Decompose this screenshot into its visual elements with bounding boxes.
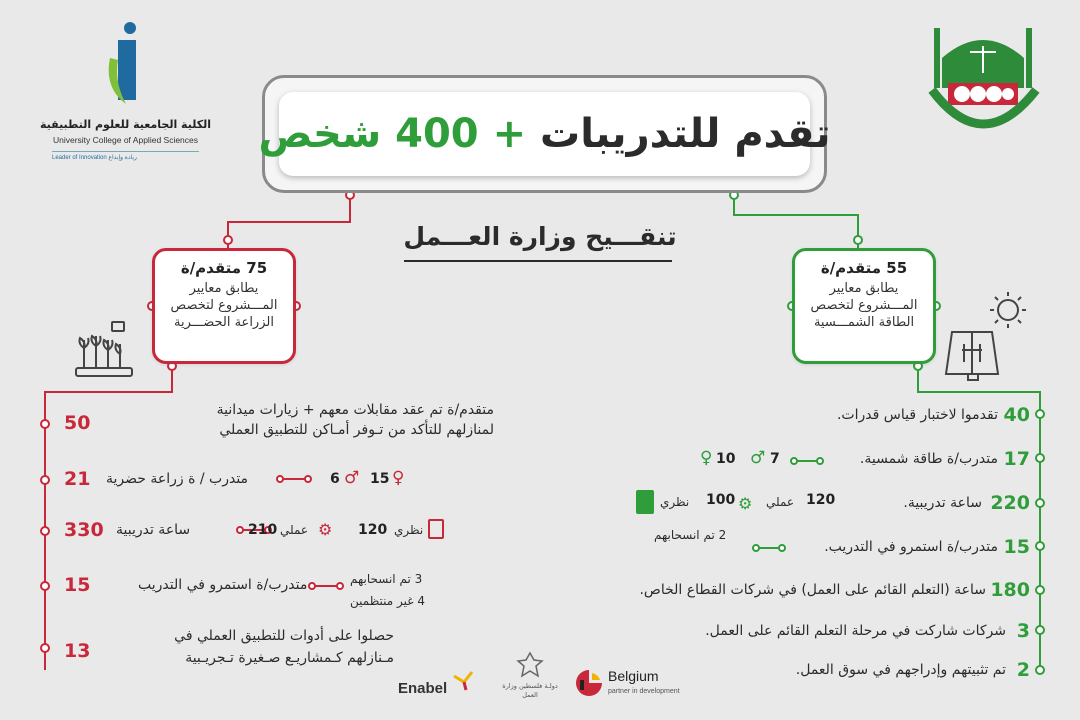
subtitle: تنقـــيح وزارة العـــمل	[403, 222, 677, 251]
left-row-5-num: 13	[64, 640, 91, 662]
right-row-3-practical: 120	[806, 492, 836, 508]
right-row-2	[600, 448, 1030, 472]
ucas-name-en: University College of Applied Sciences	[52, 135, 199, 145]
belgium-logo	[574, 664, 704, 704]
right-row-4-text: متدرب/ة استمرو في التدريب.	[824, 539, 998, 555]
belgium-name: Belgium	[608, 668, 659, 684]
ucas-name-ar: الكلية الجامعية للعلوم التطبيقية	[39, 118, 212, 131]
gcci-logo	[922, 28, 1052, 138]
right-row-1	[600, 404, 1030, 428]
subtitle-underline	[404, 260, 672, 262]
left-row-3	[54, 519, 454, 543]
left-row-1-line1: متقدم/ة تم عقد مقابلات معهم + زيارات ميدانية	[216, 402, 494, 418]
right-row-3	[600, 490, 1030, 518]
left-row-3-theory: 120	[358, 522, 388, 538]
right-row-6-num: 3	[1016, 620, 1030, 642]
right-row-3-theory-label: نظري	[660, 495, 690, 509]
left-row-2-num: 21	[64, 468, 91, 490]
gears-icon: ⚙	[738, 494, 753, 513]
urban-agriculture-box	[152, 248, 296, 364]
title-frame	[258, 75, 831, 193]
right-row-5-num: 180	[990, 579, 1030, 601]
left-row-3-practical-label: عملي	[280, 523, 309, 537]
ucas-logo-mark	[100, 18, 150, 108]
right-row-4-num: 15	[1003, 536, 1030, 558]
left-row-2-text: متدرب / ة زراعة حضرية	[106, 471, 249, 487]
solar-energy-box	[792, 248, 936, 364]
female-icon: ♀	[700, 448, 713, 468]
left-row-3-theory-label: نظري	[394, 523, 424, 537]
left-row-1-line2: لمنازلهم للتأكد من تـوفر أمـاكن للتطبيق العملي	[219, 422, 494, 438]
left-row-5-line2: مـنازلهم كـمشاريـع صـغيرة تـجريـبية	[185, 650, 394, 666]
female-icon: ♀	[392, 468, 405, 488]
right-row-6-text: شركات شاركت في مرحلة التعلم القائم على العمل.	[705, 623, 1006, 639]
ministry-name: دولـة فلسطين وزارة العمل	[502, 682, 558, 699]
belgium-mark	[574, 668, 604, 698]
right-row-1-text: تقدموا لاختبار قياس قدرات.	[836, 407, 998, 423]
right-row-4	[600, 528, 1030, 560]
left-row-3-text: ساعة تدريبية	[116, 522, 191, 538]
right-row-5-text: ساعة (التعلم القائم على العمل) في شركات القطاع الخاص.	[639, 582, 986, 598]
belgium-sub: partner in development	[608, 688, 680, 695]
left-row-2-male: 6	[330, 471, 340, 487]
ministry-logo	[500, 650, 560, 710]
left-row-3-practical: 210	[248, 522, 278, 538]
left-row-4-note1: 3 تم انسحابهم	[350, 572, 423, 586]
right-row-2-female: 10	[716, 451, 736, 467]
right-row-2-text: متدرب/ة طاقة شمسية.	[859, 451, 998, 467]
enabel-name: Enabel	[398, 680, 448, 697]
title-plus: +	[492, 111, 527, 157]
ucas-logo	[38, 18, 213, 161]
right-row-2-num: 17	[1003, 448, 1030, 470]
enabel-mark	[452, 670, 474, 692]
right-row-7-num: 2	[1016, 659, 1030, 681]
urban-agriculture-head: 75 متقدم/ة	[180, 259, 268, 277]
left-row-1-num: 50	[64, 412, 91, 434]
title-part1: تقدم للتدريبات	[540, 111, 831, 157]
title-card	[258, 92, 831, 176]
solar-energy-head: 55 متقدم/ة	[820, 259, 908, 277]
left-row-3-num: 330	[64, 519, 104, 541]
left-row-4	[54, 572, 474, 612]
left-row-5-line1: حصلوا على أدوات للتطبيق العملي في	[174, 628, 394, 644]
solar-energy-body: يطابق معايير المـــشروع لتخصص الطاقة الشمـــسية	[810, 281, 918, 330]
left-row-4-num: 15	[64, 574, 91, 596]
right-row-3-num: 220	[990, 492, 1030, 514]
left-row-4-text: متدرب/ة استمرو في التدريب	[138, 577, 308, 593]
right-row-3-text: ساعة تدريبية.	[903, 495, 982, 511]
male-icon: ♂	[750, 448, 766, 468]
plants-icon	[72, 318, 136, 380]
right-row-5	[570, 579, 1030, 603]
urban-agriculture-body: يطابق معايير المـــشروع لتخصص الزراعة الحضـــرية	[170, 281, 278, 330]
gears-icon: ⚙	[318, 520, 333, 539]
male-icon: ♂	[344, 468, 360, 488]
eagle-emblem	[515, 650, 545, 680]
right-row-4-note: 2 تم انسحابهم	[654, 528, 727, 542]
enabel-logo	[398, 668, 488, 704]
right-row-6	[600, 620, 1030, 644]
right-row-3-theory: 100	[706, 492, 736, 508]
right-row-2-male: 7	[770, 451, 780, 467]
left-row-2	[54, 468, 454, 492]
left-row-2-female: 15	[370, 471, 390, 487]
page-title	[258, 111, 830, 157]
right-row-3-practical-label: عملي	[766, 495, 795, 509]
title-part2: 400 شخص	[258, 111, 479, 157]
ucas-slogan: Leader of Innovation ريادة وإبداع	[52, 151, 199, 161]
left-row-4-note2: 4 غير منتظمين	[350, 594, 425, 608]
notebook-icon	[428, 519, 444, 539]
right-row-7-text: تم تثبيتهم وإدراجهم في سوق العمل.	[795, 662, 1006, 678]
gcci-emblem	[922, 28, 1052, 138]
notebook-icon	[636, 490, 654, 514]
right-row-1-num: 40	[1003, 404, 1030, 426]
solar-panel-icon	[940, 288, 1030, 384]
